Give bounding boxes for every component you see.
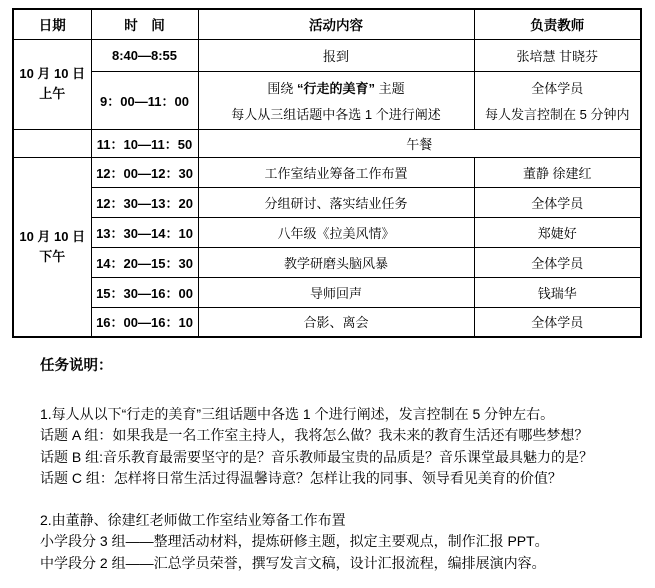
activity-cell: 工作室结业筹备工作布置: [198, 157, 474, 187]
activity-cell: 报到: [198, 39, 474, 71]
time-cell: 16：00—16：10: [91, 307, 198, 337]
teacher-cell: 钱瑞华: [474, 277, 641, 307]
notes-title: 任务说明：: [40, 358, 113, 374]
time-cell: 14：20—15：30: [91, 247, 198, 277]
teacher-cell: [474, 71, 641, 129]
table-row: [13, 39, 641, 71]
activity-cell: 导师回声: [198, 277, 474, 307]
teacher-line-1: 全体学员: [531, 80, 584, 96]
session-line: 下午: [39, 248, 66, 264]
time-cell: 13：30—14：10: [91, 217, 198, 247]
time-cell: 12：30—13：20: [91, 187, 198, 217]
date-line: 10 月 10 日: [19, 66, 86, 82]
time-cell: 11：10—11：50: [91, 129, 198, 157]
task-notes-section: [40, 356, 640, 574]
table-row: [13, 277, 641, 307]
table-row: [13, 307, 641, 337]
lunch-cell: 午餐: [198, 129, 641, 157]
table-header-row: [13, 9, 641, 39]
activity-cell: 教学研磨头脑风暴: [198, 247, 474, 277]
header-date: 日期: [13, 9, 91, 39]
time-cell: 9：00—11：00: [91, 71, 198, 129]
note-line-topic-c: 话题 C 组：怎样将日常生活过得温馨诗意？怎样让我的同事、领导看见美育的价值？: [40, 470, 562, 486]
table-row: [13, 71, 641, 129]
teacher-cell: 全体学员: [474, 187, 641, 217]
activity-line-2: 每人从三组话题中各选 1 个进行阐述: [231, 106, 441, 122]
time-cell: 8:40—8:55: [91, 39, 198, 71]
note-line-primary-group: 小学段分 3 组——整理活动材料，提炼研修主题，拟定主要观点，制作汇报 PPT。: [40, 533, 549, 549]
activity-theme-bold: “行走的美育”: [296, 80, 375, 96]
table-row: [13, 187, 641, 217]
teacher-cell: 全体学员: [474, 247, 641, 277]
date-cell-empty: [13, 129, 91, 157]
activity-suffix: 主题: [378, 80, 405, 96]
time-cell: 15：30—16：00: [91, 277, 198, 307]
note-line-secondary-group: 中学段分 2 组——汇总学员荣誉，撰写发言文稿，设计汇报流程，编排展演内容。: [40, 554, 546, 571]
table-row: [13, 247, 641, 277]
teacher-line-2: 每人发言控制在 5 分钟内: [485, 106, 630, 122]
note-line-topic-b: 话题 B 组:音乐教育最需要坚守的是？音乐教师最宝贵的品质是？音乐课堂最具魅力的是？: [40, 448, 594, 465]
teacher-cell: 郑婕好: [474, 217, 641, 247]
teacher-cell: 董静 徐建红: [474, 157, 641, 187]
session-line: 上午: [39, 86, 66, 101]
activity-prefix: 围绕: [267, 80, 294, 96]
activity-cell: 合影、离会: [198, 307, 474, 337]
activity-cell: 八年级《拉美风情》: [198, 217, 474, 247]
note-line-topic-a: 话题 A 组：如果我是一名工作室主持人，我将怎么做？我未来的教育生活还有哪些梦想？: [40, 427, 589, 443]
activity-line-1: [201, 78, 472, 97]
table-row-lunch: [13, 129, 641, 157]
schedule-table: [12, 8, 642, 338]
activity-cell: [198, 71, 474, 129]
header-activity: 活动内容: [198, 9, 474, 39]
date-cell-morning: [13, 39, 91, 129]
note-line: 1.每人从以下“行走的美育”三组话题中各选 1 个进行阐述，发言控制在 5 分钟左右。: [40, 405, 555, 422]
activity-cell: 分组研讨、落实结业任务: [198, 187, 474, 217]
date-line: 10 月 10 日: [19, 229, 86, 245]
paragraph-gap: [40, 490, 640, 510]
date-cell-afternoon: [13, 157, 91, 337]
header-time: 时 间: [91, 9, 198, 39]
teacher-cell: 全体学员: [474, 307, 641, 337]
header-teacher: 负责教师: [474, 9, 641, 39]
note-line: 2.由董静、徐建红老师做工作室结业筹备工作布置: [40, 511, 346, 528]
teacher-cell: 张培慧 甘晓芬: [474, 39, 641, 71]
time-cell: 12：00—12：30: [91, 157, 198, 187]
table-row: [13, 217, 641, 247]
table-row: [13, 157, 641, 187]
